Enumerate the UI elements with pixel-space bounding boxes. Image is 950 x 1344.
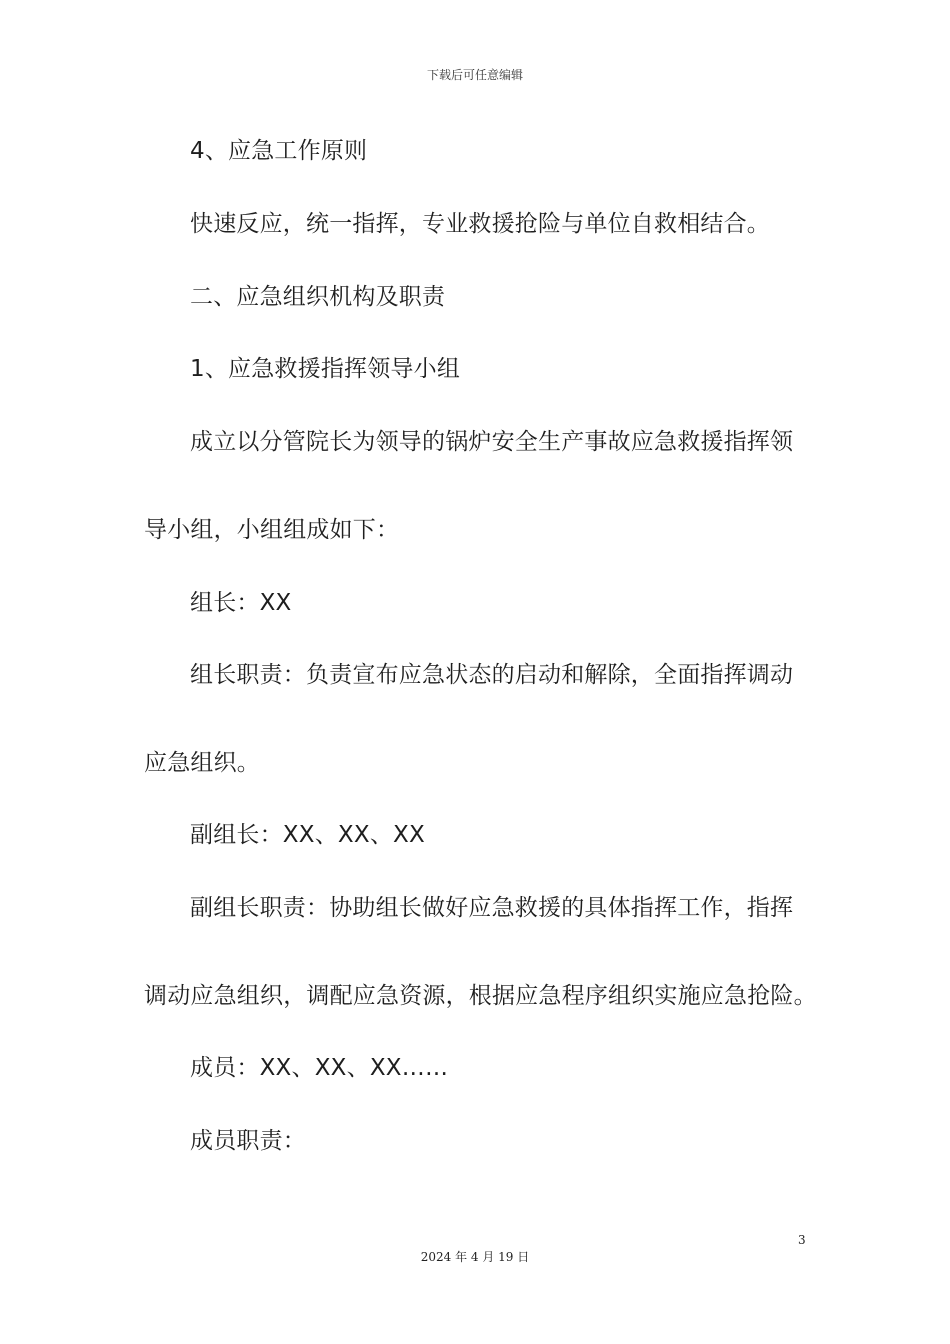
section-heading-principles: 4、应急工作原则: [190, 138, 368, 164]
subsection-heading-command-group: 1、应急救援指挥领导小组: [190, 356, 461, 382]
deputy-leader-line: 副组长：XX、XX、XX: [190, 822, 425, 848]
member-duties-heading: 成员职责：: [190, 1128, 306, 1154]
group-leader-line: 组长：XX: [190, 590, 292, 616]
paragraph-principles: 快速反应，统一指挥，专业救援抢险与单位自救相结合。: [190, 211, 770, 237]
group-leader-duties-line2: 应急组织。: [144, 750, 260, 776]
deputy-leader-duties-line2: 调动应急组织，调配应急资源，根据应急程序组织实施应急抢险。: [144, 983, 817, 1009]
deputy-leader-duties-line1: 副组长职责：协助组长做好应急救援的具体指挥工作，指挥: [190, 895, 794, 921]
page-number: 3: [798, 1233, 806, 1247]
group-leader-duties-line1: 组长职责：负责宣布应急状态的启动和解除，全面指挥调动: [190, 662, 794, 688]
members-line: 成员：XX、XX、XX……: [190, 1055, 449, 1081]
page-header: 下载后可任意编辑: [426, 68, 523, 82]
section-heading-organization: 二、应急组织机构及职责: [190, 284, 446, 310]
paragraph-group-intro-line2: 导小组，小组组成如下：: [144, 517, 400, 543]
footer-date: 2024 年 4 月 19 日: [420, 1250, 530, 1264]
paragraph-group-intro-line1: 成立以分管院长为领导的锅炉安全生产事故应急救援指挥领: [190, 429, 794, 455]
